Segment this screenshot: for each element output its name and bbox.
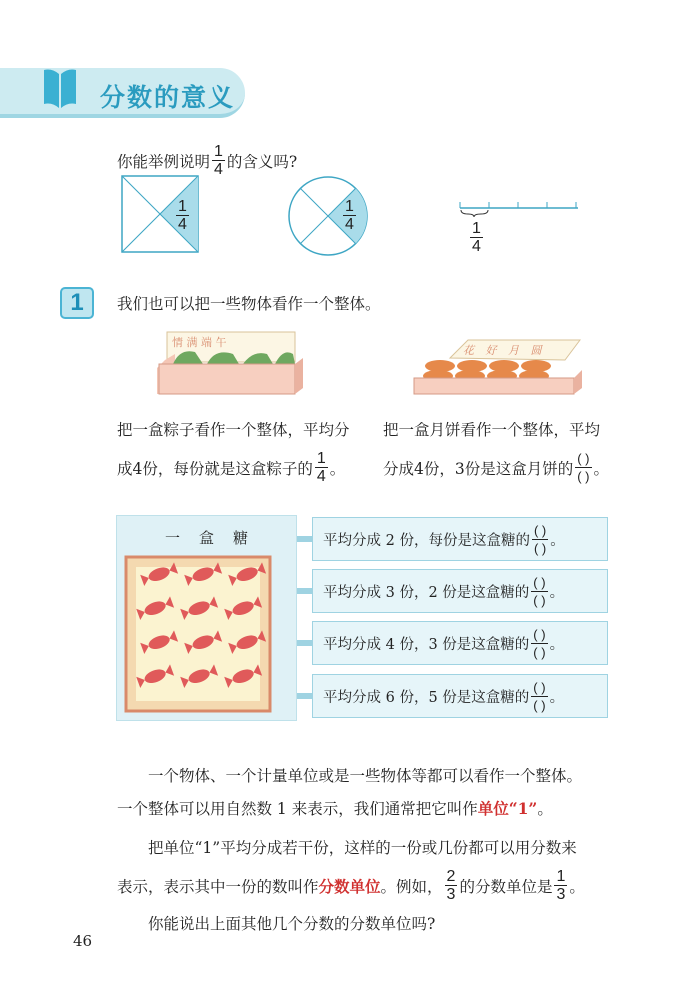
denominator: 4 — [345, 216, 354, 233]
example-intro: 我们也可以把一些物体看作一个整体。 — [117, 295, 381, 313]
numerator: 1 — [345, 198, 354, 215]
denominator-blank[interactable]: ( ) — [577, 469, 590, 484]
numerator-blank[interactable]: ( ) — [533, 626, 546, 642]
blank-fraction[interactable] — [531, 679, 547, 714]
blank-fraction[interactable] — [575, 450, 591, 485]
mooncake-box-label: 花 好 月 圆 — [463, 344, 546, 357]
fraction — [554, 868, 567, 903]
text: 。 — [329, 459, 346, 478]
text: 你能举例说明 — [117, 152, 211, 171]
text: 。 — [549, 689, 565, 706]
text: 的含义吗? — [226, 152, 298, 171]
numerator: 1 — [556, 868, 566, 885]
text: 。 — [569, 877, 585, 896]
candy-row — [312, 517, 608, 561]
text: 一个整体可以用自然数 1 来表示，我们通常把它叫作 — [117, 800, 478, 818]
text: 。 — [593, 459, 610, 478]
intro-question — [117, 143, 297, 178]
candy-row — [312, 621, 608, 665]
square-figure — [120, 174, 202, 256]
zongzi-text-line1: 把一盒粽子看作一个整体，平均分 — [117, 421, 350, 439]
candy-row — [312, 569, 608, 613]
denominator-blank[interactable]: ( ) — [533, 540, 547, 556]
zongzi-text-line2 — [117, 450, 345, 485]
text: 平均分成 2 份，每份是这盒糖的 — [323, 532, 530, 549]
text: 表示，表示其中一份的数叫作 — [117, 877, 319, 896]
numerator-blank[interactable]: ( ) — [577, 451, 590, 466]
number-line — [458, 196, 580, 218]
fraction — [315, 450, 328, 485]
connector — [297, 693, 313, 699]
numerator-blank[interactable]: ( ) — [533, 574, 546, 590]
paragraph-1a: 一个物体、一个计量单位或是一些物体等都可以看作一个整体。 — [148, 767, 583, 785]
text: 。 — [537, 800, 553, 818]
paragraph-1b — [117, 797, 553, 819]
candy-title: 一 盒 糖 — [165, 529, 251, 547]
denominator: 4 — [178, 216, 187, 233]
text: 平均分成 4 份，3 份是这盒糖的 — [323, 636, 530, 653]
mooncake-text-line1: 把一盒月饼看作一个整体，平均 — [383, 421, 601, 439]
numerator: 1 — [178, 198, 187, 215]
candy-row — [312, 674, 608, 718]
numerator-blank[interactable]: ( ) — [533, 679, 546, 695]
paragraph-2a: 把单位“1”平均分成若干份，这样的一份或几份都可以用分数来 — [148, 839, 577, 857]
text: 的分数单位是 — [459, 877, 553, 896]
book-icon — [42, 66, 78, 110]
fraction — [445, 868, 458, 903]
denominator: 4 — [472, 238, 481, 255]
square-fraction — [176, 198, 189, 233]
denominator-blank[interactable]: ( ) — [533, 592, 546, 608]
circle-fraction — [343, 198, 356, 233]
denominator: 4 — [316, 468, 326, 485]
numerator: 1 — [316, 450, 326, 467]
text: 。例如， — [380, 877, 443, 896]
paragraph-3: 你能说出上面其他几个分数的分数单位吗? — [148, 915, 436, 933]
text: 成4份，每份就是这盒粽子的 — [117, 459, 313, 478]
blank-fraction[interactable] — [532, 522, 548, 557]
term-unit-one: 单位“1” — [477, 799, 538, 818]
section-title: 分数的意义 — [100, 83, 236, 112]
text: 。 — [550, 532, 565, 549]
paragraph-2b — [117, 868, 585, 903]
denominator: 3 — [446, 886, 456, 903]
number-line-fraction — [470, 220, 483, 255]
connector — [297, 588, 313, 594]
numerator: 2 — [446, 868, 456, 885]
example-number-badge: 1 — [60, 287, 94, 319]
denominator-blank[interactable]: ( ) — [533, 644, 546, 660]
denominator: 4 — [214, 161, 223, 178]
text: 。 — [549, 636, 565, 653]
text: 平均分成 3 份，2 份是这盒糖的 — [323, 584, 530, 601]
term-fraction-unit: 分数单位 — [318, 876, 381, 896]
fraction — [212, 143, 225, 178]
numerator: 1 — [214, 143, 223, 160]
zongzi-box-label: 情 满 端 午 — [172, 336, 227, 349]
blank-fraction[interactable] — [531, 574, 547, 609]
text: 。 — [549, 584, 565, 601]
text: 平均分成 6 份，5 份是这盒糖的 — [323, 689, 530, 706]
connector — [297, 640, 313, 646]
denominator: 3 — [556, 886, 566, 903]
blank-fraction[interactable] — [531, 626, 547, 661]
numerator-blank[interactable]: ( ) — [533, 522, 547, 538]
circle-figure — [286, 174, 370, 258]
connector — [297, 536, 313, 542]
page-number: 46 — [73, 932, 93, 950]
text: 分成4份，3份是这盒月饼的 — [383, 459, 574, 478]
mooncake-text-line2 — [383, 450, 609, 485]
denominator-blank[interactable]: ( ) — [533, 697, 546, 713]
candy-box-image — [124, 555, 272, 713]
numerator: 1 — [472, 220, 481, 237]
